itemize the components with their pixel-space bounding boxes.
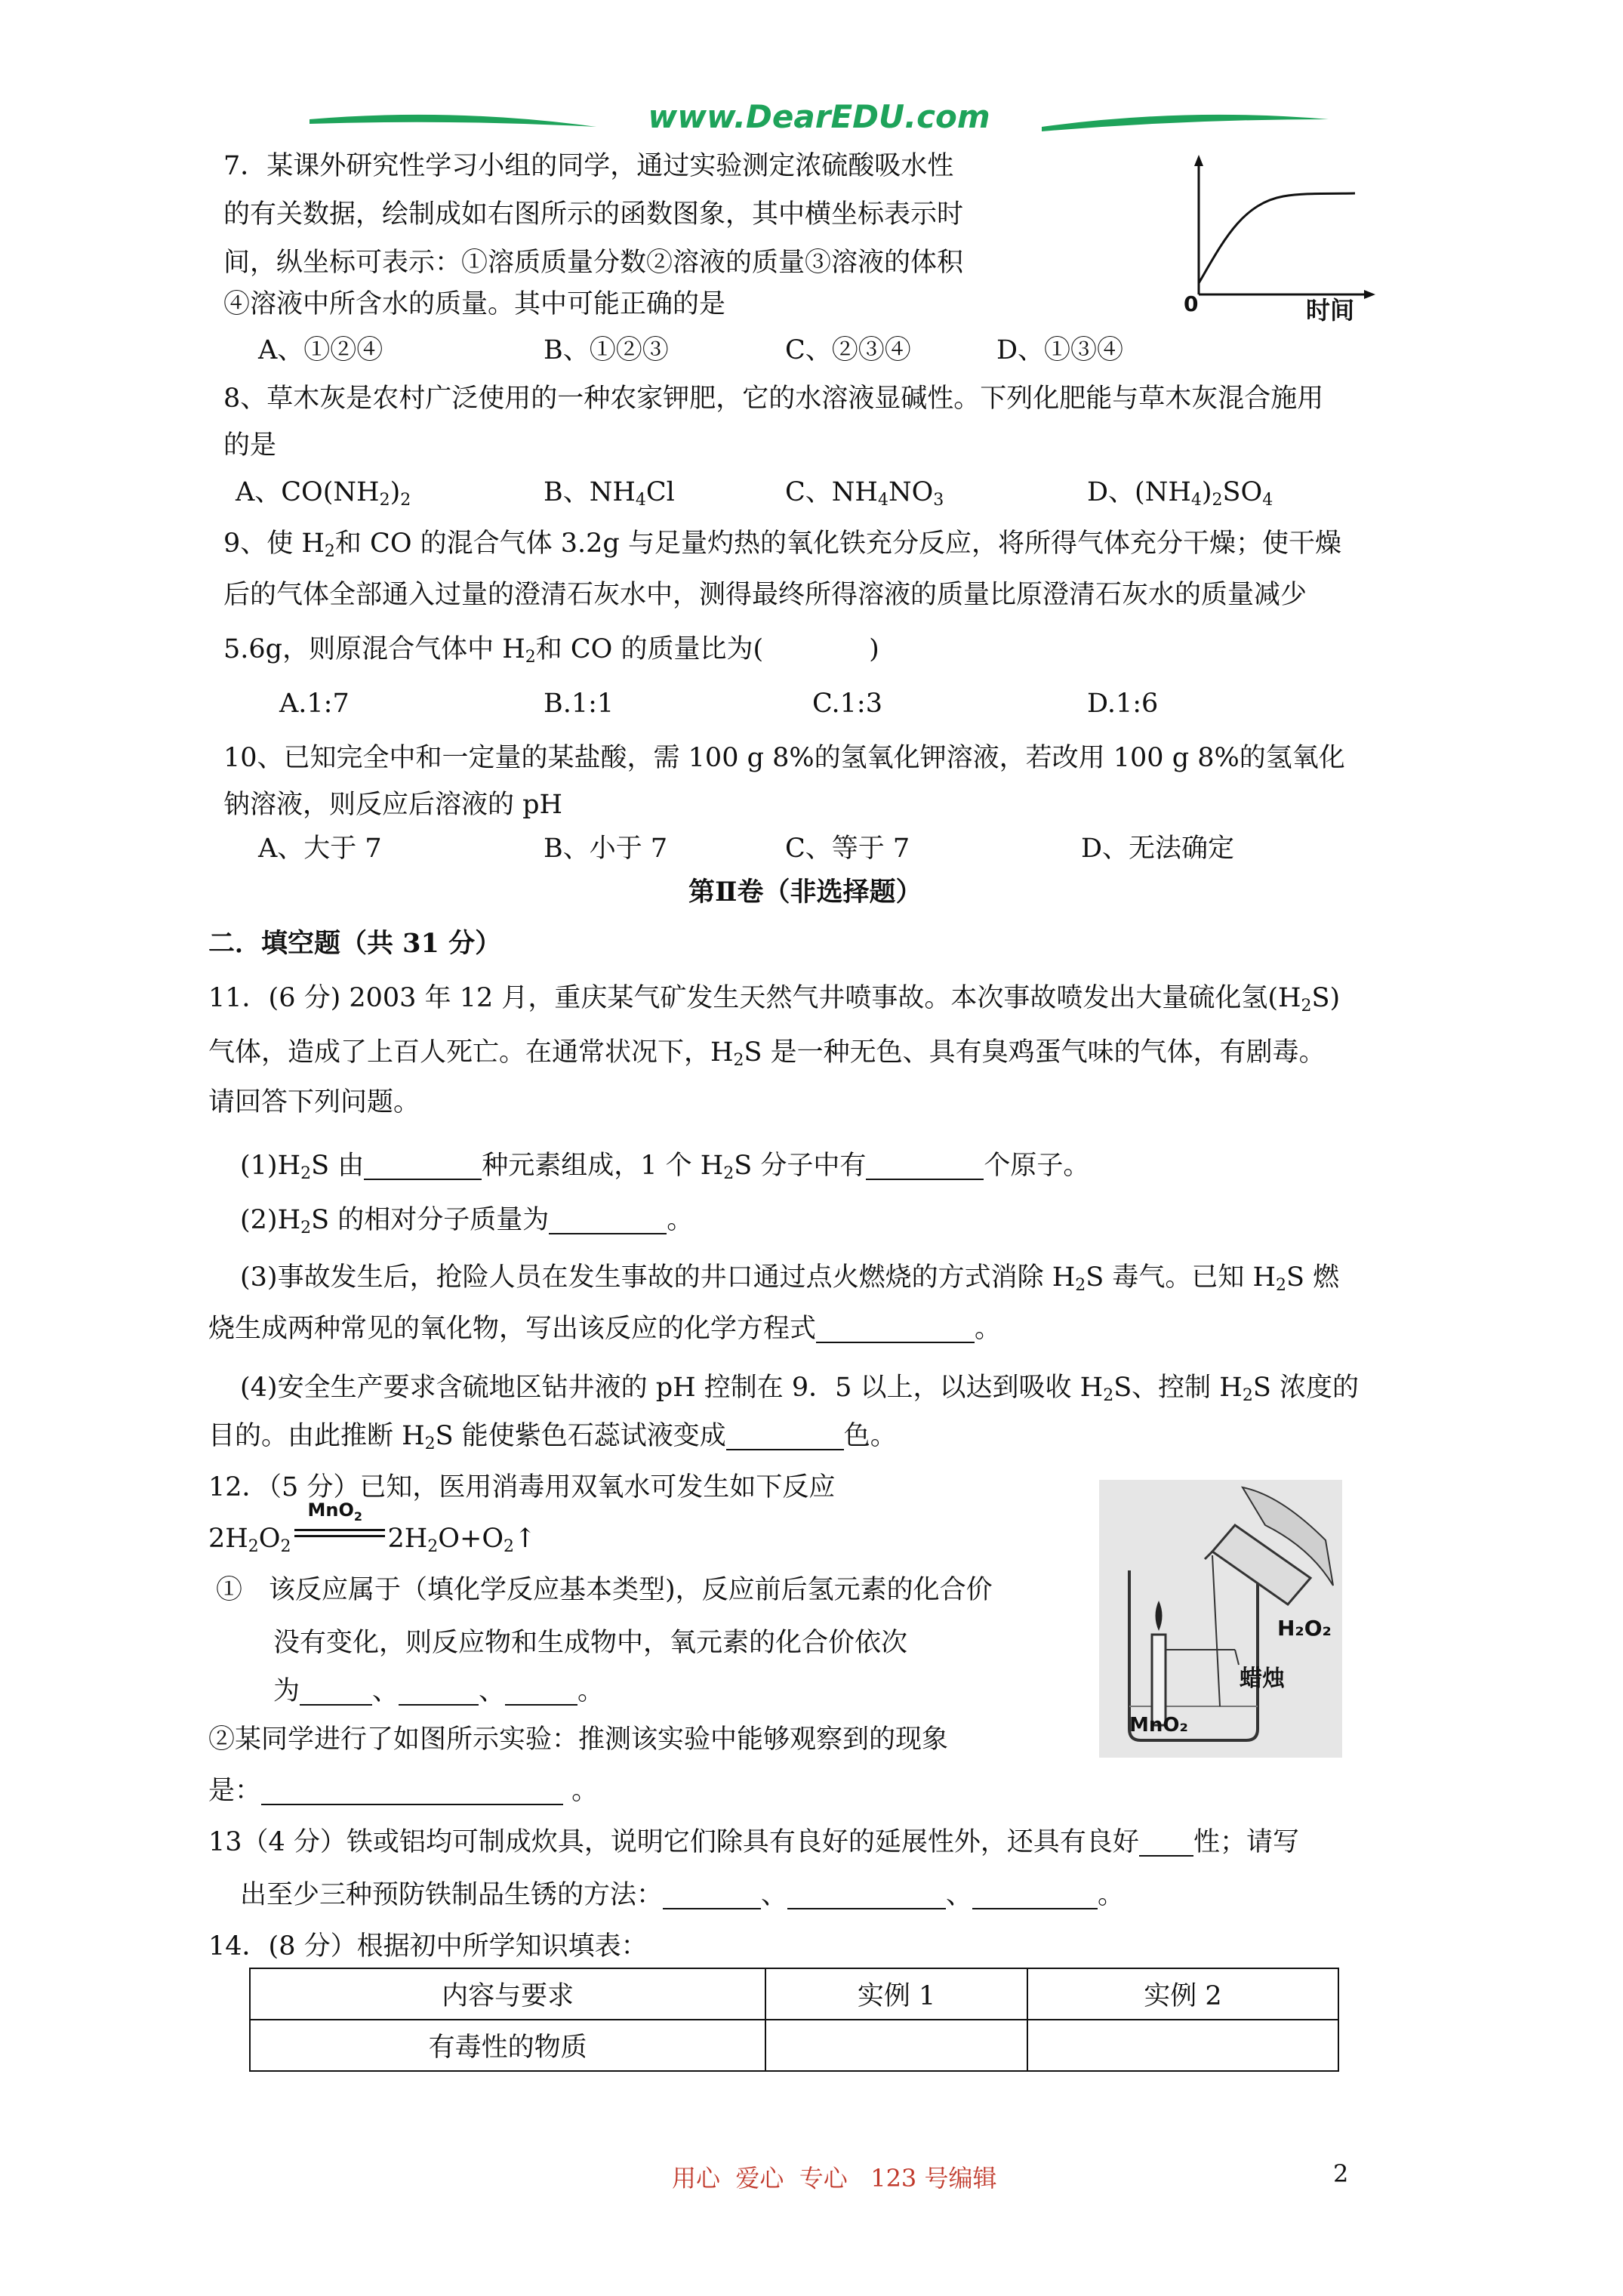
q12-figure [1099, 1480, 1342, 1758]
q11-blank-atoms[interactable] [866, 1150, 984, 1180]
q7-line-4: ④溶液中所含水的质量。其中可能正确的是 [223, 289, 726, 319]
q13-blank-property[interactable] [1139, 1826, 1193, 1857]
header-brand: www.DearEDU.com [648, 98, 990, 135]
q11-blank-color[interactable] [726, 1420, 844, 1450]
fill-section-title: 二．填空题（共 31 分） [208, 928, 502, 959]
q14-header-example-2: 实例 2 [1027, 1968, 1338, 2020]
q12-figure-candle-label: 蜡烛 [1240, 1666, 1285, 1692]
q9-option-c: C.1:3 [812, 689, 882, 719]
q7-option-c: C、②③④ [785, 335, 911, 365]
q8-option-b: B、$NH_4Cl$ [544, 477, 675, 510]
footer-text: 用心 爱心 专心 123 号编辑 [672, 2164, 997, 2193]
q12-c2-line-2: 是： 。 [208, 1776, 599, 1806]
q14-table [249, 1968, 1339, 2072]
q7-line-3: 间，纵坐标可表示：①溶质质量分数②溶液的质量③溶液的体积 [223, 248, 964, 278]
q10-line-1: 10、已知完全中和一定量的某盐酸，需 100 g 8%的氢氧化钾溶液，若改用 100 g 8%的氢氧化 [223, 743, 1345, 773]
q8-option-c: C、$NH_4NO_3$ [785, 477, 944, 510]
q14-title: 14．(8 分）根据初中所学知识填表： [208, 1931, 648, 1962]
q14-row-label: 有毒性的物质 [250, 2020, 765, 2071]
header-swoosh-left [310, 107, 596, 137]
q9-line-1: 9、使 $H_2$和 CO 的混合气体 3.2g 与足量灼热的氧化铁充分反应，将所得气体充分干燥；使干燥 [223, 529, 1341, 561]
q7-option-d: D、①③④ [996, 335, 1124, 365]
q11-line-3: 请回答下列问题。 [208, 1087, 420, 1117]
q11-blank-mass[interactable] [549, 1204, 667, 1234]
header [0, 98, 1623, 143]
q13-blank-method-2[interactable] [787, 1879, 946, 1909]
q12-line-1: 12．（5 分）已知，医用消毒用双氧水可发生如下反应 [208, 1472, 836, 1502]
q10-option-b: B、小于 7 [544, 834, 668, 864]
q13-blank-method-1[interactable] [663, 1879, 761, 1909]
q7-graph [1170, 151, 1381, 325]
q12-c1-line-3: 为 、 、 。 [273, 1676, 605, 1706]
q10-option-d: D、无法确定 [1081, 834, 1235, 864]
q13-line-2: 出至少三种预防铁制品生锈的方法： 、 、 。 [240, 1880, 1125, 1910]
q12-catalyst: MnO$_2$ [307, 1499, 363, 1524]
q11-blank-elements[interactable] [364, 1150, 482, 1180]
q7-line-1: 7．某课外研究性学习小组的同学，通过实验测定浓硫酸吸水性 [223, 151, 954, 181]
q12-blank-2[interactable] [399, 1675, 479, 1706]
q9-option-b: B.1:1 [544, 689, 614, 719]
q11-part-3-line-2: 烧生成两种常见的氧化物，写出该反应的化学方程式 。 [208, 1314, 1002, 1344]
q7-graph-origin: 0 [1184, 291, 1199, 316]
q14-header-example-1: 实例 1 [765, 1968, 1027, 2020]
q9-option-d: D.1:6 [1087, 689, 1159, 719]
q8-line-1: 8、草木灰是农村广泛使用的一种农家钾肥，它的水溶液显碱性。下列化肥能与草木灰混合施用 [223, 384, 1324, 414]
header-swoosh-right [1042, 107, 1329, 137]
q12-equation: $2H_2O_2$ MnO$_2$ $2H_2O+O_2↑$ [208, 1499, 537, 1556]
q12-reaction-arrow [294, 1499, 385, 1547]
q14-cell-example-1[interactable] [765, 2020, 1027, 2071]
page-number: 2 [1333, 2159, 1349, 2188]
q12-blank-3[interactable] [505, 1675, 577, 1706]
q7-line-2: 的有关数据，绘制成如右图所示的函数图象，其中横坐标表示时 [223, 199, 964, 230]
q10-option-c: C、等于 7 [785, 834, 910, 864]
q12-figure-h2o2-label: H₂O₂ [1277, 1616, 1332, 1641]
q9-line-2: 后的气体全部通入过量的澄清石灰水中，测得最终所得溶液的质量比原澄清石灰水的质量减少 [223, 580, 1307, 610]
q11-blank-equation[interactable] [816, 1313, 975, 1343]
q8-line-2: 的是 [223, 430, 277, 461]
q7-option-a: A、①②④ [258, 335, 383, 365]
q11-line-2: 气体，造成了上百人死亡。在通常状况下，$H_2S$ 是一种无色、具有臭鸡蛋气味的气体，有剧毒。 [208, 1037, 1326, 1070]
q7-graph-xlabel: 时间 [1306, 296, 1355, 325]
q14-cell-example-2[interactable] [1027, 2020, 1338, 2071]
q12-c2-line-1: ②某同学进行了如图所示实验：推测该实验中能够观察到的现象 [208, 1724, 949, 1755]
q11-line-1: 11．(6 分) 2003 年 12 月，重庆某气矿发生天然气井喷事故。本次事故喷发出大量硫化氢$(H_2S)$ [208, 983, 1341, 1015]
q13-line-1: 13（4 分）铁或铝均可制成炊具，说明它们除具有良好的延展性外，还具有良好 性；请写 [208, 1827, 1299, 1857]
q14-header-content: 内容与要求 [250, 1968, 765, 2020]
q9-line-3: 5.6g，则原混合气体中 $H_2$和 CO 的质量比为( ) [223, 634, 879, 667]
q11-part-4-line-2: 目的。由此推断 $H_2S$ 能使紫色石蕊试液变成 色。 [208, 1421, 897, 1453]
q12-figure-mno2-label: MnO₂ [1129, 1714, 1188, 1737]
q12-blank-phenomenon[interactable] [261, 1775, 563, 1805]
q11-part-3: (3)事故发生后，抢险人员在发生事故的井口通过点火燃烧的方式消除 $H_2S$ 毒气。已知 $H_2S$ 燃 [240, 1262, 1340, 1295]
q11-part-2: $(2)H_2S$ 的相对分子质量为 。 [240, 1205, 694, 1237]
q11-part-1: $(1)H_2S$ 由 种元素组成，1 个 $H_2S$ 分子中有 个原子。 [240, 1151, 1090, 1183]
q13-blank-method-3[interactable] [972, 1879, 1098, 1909]
q11-part-4: (4)安全生产要求含硫地区钻井液的 pH 控制在 9．5 以上，以达到吸收 $H_2S$、控制 $H_2S$ 浓度的 [240, 1373, 1359, 1405]
q12-blank-1[interactable] [300, 1675, 372, 1706]
section-2-title: 第Ⅱ卷（非选择题） [688, 877, 922, 908]
q10-option-a: A、大于 7 [258, 834, 382, 864]
q14-table-row [250, 2020, 1338, 2071]
q8-option-a: A、$CO(NH_2)_2$ [236, 477, 411, 510]
q8-option-d: D、$(NH_4)_2SO_4$ [1087, 477, 1273, 510]
q14-table-header-row [250, 1968, 1338, 2020]
q12-c1-line-2: 没有变化，则反应物和生成物中，氧元素的化合价依次 [273, 1628, 908, 1658]
q9-option-a: A.1:7 [279, 689, 350, 719]
q10-line-2: 钠溶液，则反应后溶液的 pH [223, 790, 563, 820]
q7-option-b: B、①②③ [544, 335, 669, 365]
q12-c1-line-1: ① 该反应属于（填化学反应基本类型)，反应前后氢元素的化合价 [216, 1575, 993, 1605]
